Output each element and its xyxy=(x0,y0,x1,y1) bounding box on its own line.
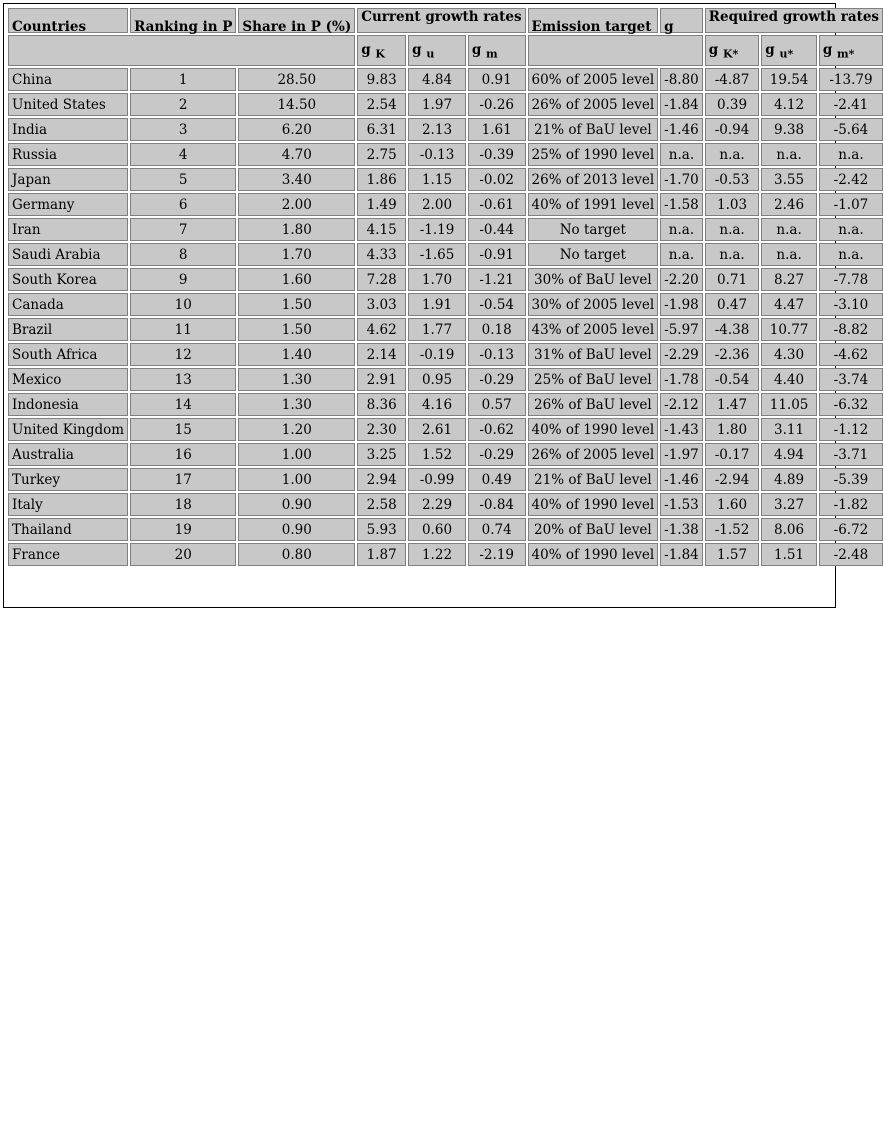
header-blank-left xyxy=(8,35,355,66)
cell-gk-star: -2.36 xyxy=(705,343,760,366)
cell-rank: 12 xyxy=(130,343,236,366)
cell-gu-star: 8.06 xyxy=(761,518,817,541)
cell-country: United Kingdom xyxy=(8,418,128,441)
cell-gm: 0.18 xyxy=(468,318,526,341)
cell-gp: n.a. xyxy=(660,243,703,266)
cell-rank: 20 xyxy=(130,543,236,566)
cell-gu-star: n.a. xyxy=(761,143,817,166)
cell-emission-target: 26% of 2005 level xyxy=(528,93,659,116)
cell-country: South Africa xyxy=(8,343,128,366)
cell-country: Australia xyxy=(8,443,128,466)
cell-gp: -1.38 xyxy=(660,518,703,541)
cell-gk-star: -0.94 xyxy=(705,118,760,141)
table-row xyxy=(8,368,883,391)
cell-gk-star: -0.17 xyxy=(705,443,760,466)
cell-gu: 1.15 xyxy=(408,168,466,191)
cell-rank: 17 xyxy=(130,468,236,491)
cell-emission-target: 26% of 2013 level xyxy=(528,168,659,191)
cell-gk: 8.36 xyxy=(357,393,406,416)
cell-gu-star: 3.27 xyxy=(761,493,817,516)
cell-share: 1.00 xyxy=(238,443,355,466)
cell-gm-star: -6.32 xyxy=(819,393,883,416)
cell-country: France xyxy=(8,543,128,566)
header-gu-star: g $_{u*}$ xyxy=(761,35,817,66)
cell-gk-star: 1.03 xyxy=(705,193,760,216)
cell-gk: 7.28 xyxy=(357,268,406,291)
cell-share: 0.80 xyxy=(238,543,355,566)
cell-gm: 0.57 xyxy=(468,393,526,416)
cell-gm-star: n.a. xyxy=(819,143,883,166)
cell-gu-star: 3.55 xyxy=(761,168,817,191)
cell-emission-target: 43% of 2005 level xyxy=(528,318,659,341)
cell-rank: 5 xyxy=(130,168,236,191)
cell-gm: 0.91 xyxy=(468,68,526,91)
cell-gk-star: -4.87 xyxy=(705,68,760,91)
cell-gm-star: -2.42 xyxy=(819,168,883,191)
cell-gu-star: 3.11 xyxy=(761,418,817,441)
cell-gk: 3.03 xyxy=(357,293,406,316)
cell-gp: -1.58 xyxy=(660,193,703,216)
cell-share: 1.30 xyxy=(238,393,355,416)
cell-gu: 4.16 xyxy=(408,393,466,416)
table-row xyxy=(8,343,883,366)
cell-gu: 2.00 xyxy=(408,193,466,216)
cell-gu: 1.77 xyxy=(408,318,466,341)
cell-gm-star: -8.82 xyxy=(819,318,883,341)
cell-gu-star: 4.94 xyxy=(761,443,817,466)
cell-country: Thailand xyxy=(8,518,128,541)
cell-share: 3.40 xyxy=(238,168,355,191)
cell-share: 1.60 xyxy=(238,268,355,291)
cell-gm: -0.26 xyxy=(468,93,526,116)
cell-country: Indonesia xyxy=(8,393,128,416)
cell-gm-star: n.a. xyxy=(819,243,883,266)
cell-gm-star: -6.72 xyxy=(819,518,883,541)
cell-gk-star: n.a. xyxy=(705,218,760,241)
cell-gk: 9.83 xyxy=(357,68,406,91)
cell-rank: 10 xyxy=(130,293,236,316)
cell-gk: 1.86 xyxy=(357,168,406,191)
cell-emission-target: 25% of BaU level xyxy=(528,368,659,391)
cell-emission-target: 40% of 1991 level xyxy=(528,193,659,216)
cell-gm: 1.61 xyxy=(468,118,526,141)
cell-rank: 18 xyxy=(130,493,236,516)
table-row xyxy=(8,493,883,516)
cell-gu: 2.61 xyxy=(408,418,466,441)
cell-gu-star: n.a. xyxy=(761,218,817,241)
cell-gu: 1.70 xyxy=(408,268,466,291)
cell-rank: 14 xyxy=(130,393,236,416)
header-gp: g xyxy=(660,8,703,33)
cell-gk: 2.91 xyxy=(357,368,406,391)
cell-country: Mexico xyxy=(8,368,128,391)
cell-gu: 1.52 xyxy=(408,443,466,466)
header-gm: g $_m$ xyxy=(468,35,526,66)
table-row xyxy=(8,318,883,341)
cell-gk: 4.15 xyxy=(357,218,406,241)
cell-emission-target: No target xyxy=(528,218,659,241)
cell-gu: -0.19 xyxy=(408,343,466,366)
cell-gm-star: -7.78 xyxy=(819,268,883,291)
cell-gk-star: 1.60 xyxy=(705,493,760,516)
cell-gu-star: 11.05 xyxy=(761,393,817,416)
cell-gk-star: 0.47 xyxy=(705,293,760,316)
cell-country: South Korea xyxy=(8,268,128,291)
cell-gm-star: -5.64 xyxy=(819,118,883,141)
cell-country: Japan xyxy=(8,168,128,191)
cell-share: 1.30 xyxy=(238,368,355,391)
cell-country: Turkey xyxy=(8,468,128,491)
cell-gk-star: 1.47 xyxy=(705,393,760,416)
cell-gk: 1.87 xyxy=(357,543,406,566)
cell-rank: 9 xyxy=(130,268,236,291)
cell-gk-star: n.a. xyxy=(705,143,760,166)
cell-country: Saudi Arabia xyxy=(8,243,128,266)
cell-share: 1.70 xyxy=(238,243,355,266)
table-row xyxy=(8,93,883,116)
cell-gm-star: -3.74 xyxy=(819,368,883,391)
table-row xyxy=(8,118,883,141)
cell-gm: -0.39 xyxy=(468,143,526,166)
cell-gp: -2.20 xyxy=(660,268,703,291)
cell-emission-target: 25% of 1990 level xyxy=(528,143,659,166)
cell-gu: 1.97 xyxy=(408,93,466,116)
header-current-growth-rates: Current growth rates xyxy=(357,8,525,33)
cell-country: Russia xyxy=(8,143,128,166)
table-row xyxy=(8,268,883,291)
table-row xyxy=(8,218,883,241)
cell-gm-star: n.a. xyxy=(819,218,883,241)
cell-gk-star: -4.38 xyxy=(705,318,760,341)
cell-gp: -1.84 xyxy=(660,543,703,566)
header-gu: g $_u$ xyxy=(408,35,466,66)
cell-gm: -0.62 xyxy=(468,418,526,441)
header-blank-mid xyxy=(528,35,703,66)
cell-gu-star: 4.47 xyxy=(761,293,817,316)
cell-share: 1.50 xyxy=(238,293,355,316)
cell-gp: -1.43 xyxy=(660,418,703,441)
cell-gu: 4.84 xyxy=(408,68,466,91)
cell-rank: 13 xyxy=(130,368,236,391)
cell-gm: 0.74 xyxy=(468,518,526,541)
cell-country: United States xyxy=(8,93,128,116)
cell-share: 0.90 xyxy=(238,518,355,541)
cell-gm-star: -2.41 xyxy=(819,93,883,116)
cell-gm: -1.21 xyxy=(468,268,526,291)
cell-rank: 7 xyxy=(130,218,236,241)
cell-gp: -1.84 xyxy=(660,93,703,116)
header-countries: Countries xyxy=(8,8,128,33)
cell-emission-target: 40% of 1990 level xyxy=(528,493,659,516)
cell-rank: 8 xyxy=(130,243,236,266)
header-required-growth-rates: Required growth rates xyxy=(705,8,883,33)
cell-gm: -0.29 xyxy=(468,368,526,391)
cell-country: China xyxy=(8,68,128,91)
cell-share: 1.20 xyxy=(238,418,355,441)
cell-gp: -1.46 xyxy=(660,468,703,491)
cell-gk: 2.75 xyxy=(357,143,406,166)
table-row xyxy=(8,168,883,191)
cell-gp: -1.78 xyxy=(660,368,703,391)
cell-emission-target: 40% of 1990 level xyxy=(528,418,659,441)
cell-gk-star: 1.57 xyxy=(705,543,760,566)
cell-gk: 2.94 xyxy=(357,468,406,491)
cell-gk: 4.33 xyxy=(357,243,406,266)
header-emission-target: Emission target xyxy=(528,8,659,33)
cell-gk-star: n.a. xyxy=(705,243,760,266)
cell-gp: -1.53 xyxy=(660,493,703,516)
cell-gu: 2.13 xyxy=(408,118,466,141)
cell-gu: 2.29 xyxy=(408,493,466,516)
header-gk-star: g $_{K*}$ xyxy=(705,35,760,66)
cell-gk: 6.31 xyxy=(357,118,406,141)
cell-rank: 6 xyxy=(130,193,236,216)
cell-country: Brazil xyxy=(8,318,128,341)
cell-gp: -5.97 xyxy=(660,318,703,341)
cell-rank: 16 xyxy=(130,443,236,466)
table-row xyxy=(8,543,883,566)
cell-gm: -0.84 xyxy=(468,493,526,516)
header-gk: g $_K$ xyxy=(357,35,406,66)
cell-share: 1.00 xyxy=(238,468,355,491)
cell-share: 1.50 xyxy=(238,318,355,341)
cell-gm-star: -3.71 xyxy=(819,443,883,466)
table-body xyxy=(8,68,883,566)
cell-share: 1.80 xyxy=(238,218,355,241)
cell-emission-target: 21% of BaU level xyxy=(528,468,659,491)
cell-gu-star: 8.27 xyxy=(761,268,817,291)
cell-gk-star: -0.53 xyxy=(705,168,760,191)
cell-gu-star: 4.40 xyxy=(761,368,817,391)
cell-gk-star: 1.80 xyxy=(705,418,760,441)
cell-gp: -1.46 xyxy=(660,118,703,141)
cell-gp: n.a. xyxy=(660,218,703,241)
cell-rank: 1 xyxy=(130,68,236,91)
cell-gm-star: -1.07 xyxy=(819,193,883,216)
cell-gu-star: 2.46 xyxy=(761,193,817,216)
cell-gk: 4.62 xyxy=(357,318,406,341)
cell-gp: -1.97 xyxy=(660,443,703,466)
cell-gu: -1.19 xyxy=(408,218,466,241)
cell-emission-target: 60% of 2005 level xyxy=(528,68,659,91)
table-row xyxy=(8,193,883,216)
cell-gm-star: -13.79 xyxy=(819,68,883,91)
cell-gm-star: -1.12 xyxy=(819,418,883,441)
cell-gm: 0.49 xyxy=(468,468,526,491)
cell-emission-target: 31% of BaU level xyxy=(528,343,659,366)
cell-share: 28.50 xyxy=(238,68,355,91)
cell-rank: 2 xyxy=(130,93,236,116)
cell-emission-target: 26% of BaU level xyxy=(528,393,659,416)
growth-rates-table xyxy=(6,6,885,568)
cell-gm-star: -2.48 xyxy=(819,543,883,566)
cell-gp: n.a. xyxy=(660,143,703,166)
cell-gm-star: -4.62 xyxy=(819,343,883,366)
cell-rank: 19 xyxy=(130,518,236,541)
cell-gk: 2.14 xyxy=(357,343,406,366)
table-row xyxy=(8,293,883,316)
cell-rank: 11 xyxy=(130,318,236,341)
cell-gu: -1.65 xyxy=(408,243,466,266)
cell-gu: 1.22 xyxy=(408,543,466,566)
cell-gk: 3.25 xyxy=(357,443,406,466)
header-gm-star: g $_{m*}$ xyxy=(819,35,883,66)
cell-gu-star: 19.54 xyxy=(761,68,817,91)
cell-gp: -1.70 xyxy=(660,168,703,191)
cell-gk: 1.49 xyxy=(357,193,406,216)
cell-country: Germany xyxy=(8,193,128,216)
cell-gp: -1.98 xyxy=(660,293,703,316)
table-row xyxy=(8,393,883,416)
cell-emission-target: 30% of BaU level xyxy=(528,268,659,291)
cell-gu-star: n.a. xyxy=(761,243,817,266)
cell-gu-star: 4.30 xyxy=(761,343,817,366)
cell-gu: -0.99 xyxy=(408,468,466,491)
table-row xyxy=(8,418,883,441)
cell-gu: 0.95 xyxy=(408,368,466,391)
cell-rank: 3 xyxy=(130,118,236,141)
cell-gu-star: 4.89 xyxy=(761,468,817,491)
cell-share: 6.20 xyxy=(238,118,355,141)
cell-gm: -0.02 xyxy=(468,168,526,191)
cell-share: 0.90 xyxy=(238,493,355,516)
cell-gk: 2.30 xyxy=(357,418,406,441)
cell-country: India xyxy=(8,118,128,141)
table-row xyxy=(8,68,883,91)
cell-gm: -0.91 xyxy=(468,243,526,266)
cell-gk-star: -1.52 xyxy=(705,518,760,541)
cell-gk: 5.93 xyxy=(357,518,406,541)
table-row xyxy=(8,468,883,491)
cell-gk-star: -2.94 xyxy=(705,468,760,491)
cell-rank: 4 xyxy=(130,143,236,166)
cell-gu-star: 10.77 xyxy=(761,318,817,341)
cell-gk: 2.58 xyxy=(357,493,406,516)
cell-rank: 15 xyxy=(130,418,236,441)
cell-gm: -0.13 xyxy=(468,343,526,366)
cell-gp: -8.80 xyxy=(660,68,703,91)
cell-gm: -0.29 xyxy=(468,443,526,466)
table-row xyxy=(8,243,883,266)
cell-country: Canada xyxy=(8,293,128,316)
table-row xyxy=(8,143,883,166)
cell-gm: -0.54 xyxy=(468,293,526,316)
cell-gm-star: -1.82 xyxy=(819,493,883,516)
table-row xyxy=(8,518,883,541)
cell-gu-star: 1.51 xyxy=(761,543,817,566)
cell-country: Iran xyxy=(8,218,128,241)
cell-share: 14.50 xyxy=(238,93,355,116)
cell-share: 2.00 xyxy=(238,193,355,216)
cell-emission-target: 20% of BaU level xyxy=(528,518,659,541)
cell-emission-target: 26% of 2005 level xyxy=(528,443,659,466)
cell-country: Italy xyxy=(8,493,128,516)
cell-gp: -2.29 xyxy=(660,343,703,366)
cell-gm-star: -3.10 xyxy=(819,293,883,316)
cell-share: 4.70 xyxy=(238,143,355,166)
cell-gm-star: -5.39 xyxy=(819,468,883,491)
header-ranking: Ranking in P xyxy=(130,8,236,33)
cell-gm: -2.19 xyxy=(468,543,526,566)
cell-gu-star: 4.12 xyxy=(761,93,817,116)
cell-gu: 0.60 xyxy=(408,518,466,541)
cell-emission-target: 21% of BaU level xyxy=(528,118,659,141)
cell-emission-target: 40% of 1990 level xyxy=(528,543,659,566)
cell-gp: -2.12 xyxy=(660,393,703,416)
header-share: Share in P (%) xyxy=(238,8,355,33)
cell-emission-target: No target xyxy=(528,243,659,266)
cell-share: 1.40 xyxy=(238,343,355,366)
cell-gm: -0.44 xyxy=(468,218,526,241)
cell-gu-star: 9.38 xyxy=(761,118,817,141)
table-row xyxy=(8,443,883,466)
cell-gk-star: 0.71 xyxy=(705,268,760,291)
cell-gm: -0.61 xyxy=(468,193,526,216)
cell-gk: 2.54 xyxy=(357,93,406,116)
cell-gk-star: 0.39 xyxy=(705,93,760,116)
cell-emission-target: 30% of 2005 level xyxy=(528,293,659,316)
cell-gu: 1.91 xyxy=(408,293,466,316)
cell-gu: -0.13 xyxy=(408,143,466,166)
table-frame xyxy=(3,3,880,608)
cell-gk-star: -0.54 xyxy=(705,368,760,391)
